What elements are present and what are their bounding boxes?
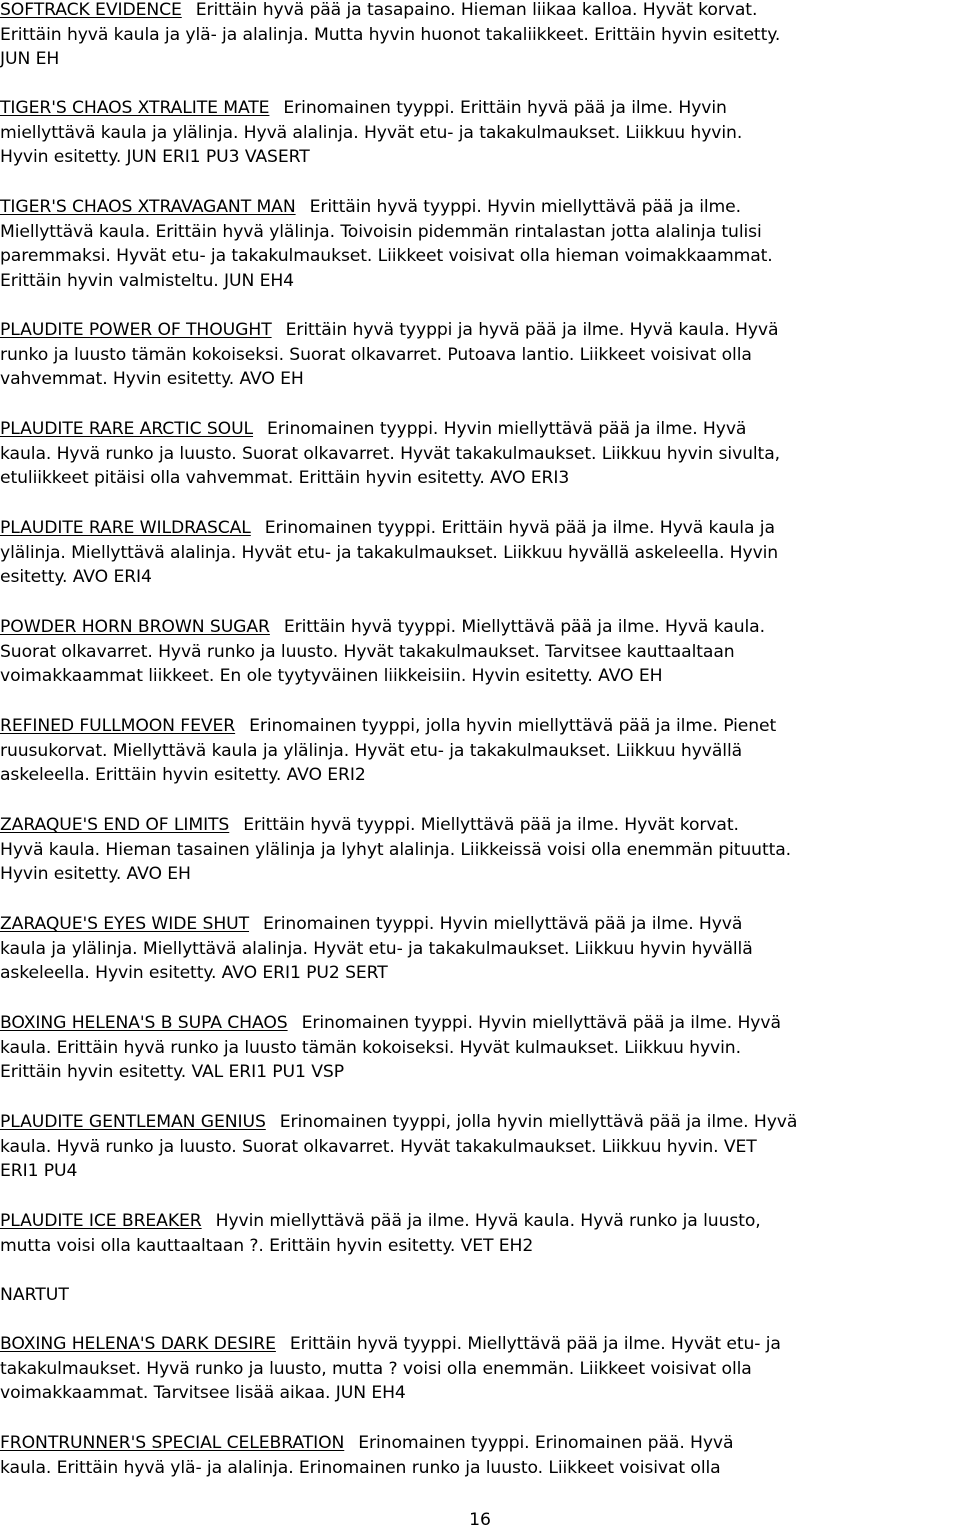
entry-line: kaula. Erittäin hyvä ylä- ja alalinja. Erinomainen runko ja luusto. Liikkeet voisivat olla xyxy=(0,1457,721,1478)
entry-zaraques-end-of-limits xyxy=(0,813,960,887)
entry-line: askeleella. Erittäin hyvin esitetty. AVO ERI2 xyxy=(0,765,366,786)
entry-boxing-helenas-dark-desire xyxy=(0,1332,960,1406)
entry-text: Erinomainen tyyppi. Erittäin hyvä pää ja ilme. Hyvä kaula ja xyxy=(264,518,775,538)
entry-line: Hyvin esitetty. AVO EH xyxy=(0,864,191,885)
entry-line: voimakkaammat. Tarvitsee lisää aikaa. JUN EH4 xyxy=(0,1383,406,1404)
entry-text: Hyvin miellyttävä pää ja ilme. Hyvä kaula. Hyvä runko ja luusto, xyxy=(215,1211,761,1231)
entry-text: Erittäin hyvä tyyppi. Miellyttävä pää ja ilme. Hyvät etu- ja xyxy=(289,1334,781,1354)
entry-line xyxy=(0,1332,960,1357)
entry-line: takakulmaukset. Hyvä runko ja luusto, mutta ? voisi olla enemmän. Liikkeet voisivat olla xyxy=(0,1358,752,1379)
entry-frontrunners-special-celebration xyxy=(0,1431,960,1480)
dog-name: ZARAQUE'S END OF LIMITS xyxy=(0,815,230,835)
dog-name: TIGER'S CHAOS XTRALITE MATE xyxy=(0,98,270,118)
dog-name: PLAUDITE ICE BREAKER xyxy=(0,1211,202,1231)
entry-line: paremmaksi. Hyvät etu- ja takakulmaukset. Liikkeet voisivat olla hieman voimakkaammat. xyxy=(0,246,773,267)
entry-text: Erinomainen tyyppi. Hyvin miellyttävä pää ja ilme. Hyvä xyxy=(267,419,747,439)
entry-line xyxy=(0,195,960,220)
entry-line: ylälinja. Miellyttävä alalinja. Hyvät etu- ja takakulmaukset. Liikkuu hyvällä askeleella. Hyvin xyxy=(0,542,779,563)
dog-name: REFINED FULLMOON FEVER xyxy=(0,716,236,736)
entry-text: Erinomainen tyyppi. Hyvin miellyttävä pää ja ilme. Hyvä xyxy=(263,914,743,934)
entry-plaudite-ice-breaker xyxy=(0,1209,960,1258)
entry-text: Erittäin hyvä tyyppi. Miellyttävä pää ja ilme. Hyvät korvat. xyxy=(243,815,739,835)
entry-line xyxy=(0,96,960,121)
entry-text: Erinomainen tyyppi. Hyvin miellyttävä pää ja ilme. Hyvä xyxy=(301,1013,781,1033)
entry-line xyxy=(0,813,960,838)
entry-line xyxy=(0,1011,960,1036)
entry-line: esitetty. AVO ERI4 xyxy=(0,567,152,588)
entry-powder-horn-brown-sugar xyxy=(0,615,960,689)
entry-line xyxy=(0,0,960,23)
entry-text: Erinomainen tyyppi. Erittäin hyvä pää ja ilme. Hyvin xyxy=(283,98,727,118)
dog-name: PLAUDITE RARE WILDRASCAL xyxy=(0,518,251,538)
dog-name: TIGER'S CHAOS XTRAVAGANT MAN xyxy=(0,197,296,217)
entry-text: Erittäin hyvä tyyppi. Miellyttävä pää ja ilme. Hyvä kaula. xyxy=(283,617,765,637)
dog-name: BOXING HELENA'S B SUPA CHAOS xyxy=(0,1013,288,1033)
entry-text: Erittäin hyvä tyyppi ja hyvä pää ja ilme. Hyvä kaula. Hyvä xyxy=(285,320,779,340)
entry-line xyxy=(0,714,960,739)
entry-text: Erinomainen tyyppi, jolla hyvin miellyttävä pää ja ilme. Pienet xyxy=(249,716,777,736)
entry-zaraques-eyes-wide-shut xyxy=(0,912,960,986)
entry-plaudite-gentleman-genius xyxy=(0,1110,960,1184)
entry-line: Hyvä kaula. Hieman tasainen ylälinja ja lyhyt alalinja. Liikkeissä voisi olla enemmän pituutta. xyxy=(0,839,792,860)
entry-line: Erittäin hyvin esitetty. VAL ERI1 PU1 VSP xyxy=(0,1062,344,1083)
entry-softrack-evidence xyxy=(0,0,960,72)
entry-line: ERI1 PU4 xyxy=(0,1161,78,1182)
dog-name: SOFTRACK EVIDENCE xyxy=(0,0,182,20)
entry-line xyxy=(0,1431,960,1456)
entry-line: Miellyttävä kaula. Erittäin hyvä ylälinja. Toivoisin pidemmän rintalastan jotta alalinja tulisi xyxy=(0,221,762,242)
dog-name: ZARAQUE'S EYES WIDE SHUT xyxy=(0,914,250,934)
entry-boxing-helenas-b-supa-chaos xyxy=(0,1011,960,1085)
entry-line xyxy=(0,318,960,343)
entry-line: Suorat olkavarret. Hyvä runko ja luusto. Hyvät takakulmaukset. Tarvitsee kauttaaltaan xyxy=(0,641,735,662)
dog-name: PLAUDITE GENTLEMAN GENIUS xyxy=(0,1112,266,1132)
entry-line xyxy=(0,516,960,541)
entry-line: kaula. Hyvä runko ja luusto. Suorat olkavarret. Hyvät takakulmaukset. Liikkuu hyvin. VET xyxy=(0,1136,757,1157)
entry-line: runko ja luusto tämän kokoiseksi. Suorat olkavarret. Putoava lantio. Liikkeet voisivat olla xyxy=(0,344,752,365)
entry-text: Erittäin hyvä tyyppi. Hyvin miellyttävä pää ja ilme. xyxy=(309,197,742,217)
dog-name: PLAUDITE RARE ARCTIC SOUL xyxy=(0,419,254,439)
entry-line: Erittäin hyvä kaula ja ylä- ja alalinja. Mutta hyvin huonot takaliikkeet. Erittäin hyvin esitetty. xyxy=(0,24,781,45)
entry-plaudite-rare-arctic-soul xyxy=(0,417,960,491)
entry-tigers-chaos-xtralite-mate xyxy=(0,96,960,170)
page-number: 16 xyxy=(469,1510,491,1530)
entry-text: Erinomainen tyyppi, jolla hyvin miellyttävä pää ja ilme. Hyvä xyxy=(279,1112,798,1132)
dog-name: BOXING HELENA'S DARK DESIRE xyxy=(0,1334,276,1354)
dog-name: POWDER HORN BROWN SUGAR xyxy=(0,617,270,637)
entry-refined-fullmoon-fever xyxy=(0,714,960,788)
entry-line: JUN EH xyxy=(0,49,60,70)
entry-line: voimakkaammat liikkeet. En ole tyytyväinen liikkeisiin. Hyvin esitetty. AVO EH xyxy=(0,666,663,687)
dog-name: FRONTRUNNER'S SPECIAL CELEBRATION xyxy=(0,1433,345,1453)
entry-line xyxy=(0,615,960,640)
entry-text: Erittäin hyvä pää ja tasapaino. Hieman liikaa kalloa. Hyvät korvat. xyxy=(195,0,758,20)
entry-line xyxy=(0,912,960,937)
entry-plaudite-rare-wildrascal xyxy=(0,516,960,590)
dog-name: PLAUDITE POWER OF THOUGHT xyxy=(0,320,272,340)
entry-line: vahvemmat. Hyvin esitetty. AVO EH xyxy=(0,369,304,390)
entry-line: etuliikkeet pitäisi olla vahvemmat. Erittäin hyvin esitetty. AVO ERI3 xyxy=(0,468,570,489)
entry-line xyxy=(0,1110,960,1135)
entry-line: kaula. Hyvä runko ja luusto. Suorat olkavarret. Hyvät takakulmaukset. Liikkuu hyvin sivulta, xyxy=(0,443,780,464)
entry-line: Erittäin hyvin valmisteltu. JUN EH4 xyxy=(0,270,295,291)
entry-plaudite-power-of-thought xyxy=(0,318,960,392)
entry-tigers-chaos-xtravagant-man xyxy=(0,195,960,293)
section-heading-nartut: NARTUT xyxy=(0,1285,69,1305)
entry-line: mutta voisi olla kauttaaltaan ?. Erittäin hyvin esitetty. VET EH2 xyxy=(0,1235,534,1256)
entry-line: kaula. Erittäin hyvä runko ja luusto tämän kokoiseksi. Hyvät kulmaukset. Liikkuu hyvin. xyxy=(0,1037,741,1058)
entry-line: kaula ja ylälinja. Miellyttävä alalinja. Hyvät etu- ja takakulmaukset. Liikkuu hyvin hyvällä xyxy=(0,938,753,959)
entry-line: askeleella. Hyvin esitetty. AVO ERI1 PU2 SERT xyxy=(0,963,388,984)
entry-line: miellyttävä kaula ja ylälinja. Hyvä alalinja. Hyvät etu- ja takakulmaukset. Liikkuu hyvin. xyxy=(0,122,743,143)
entry-text: Erinomainen tyyppi. Erinomainen pää. Hyvä xyxy=(358,1433,734,1453)
entry-line xyxy=(0,417,960,442)
entry-line xyxy=(0,1209,960,1234)
entry-line: ruusukorvat. Miellyttävä kaula ja ylälinja. Hyvät etu- ja takakulmaukset. Liikkuu hyvällä xyxy=(0,740,743,761)
entry-line: Hyvin esitetty. JUN ERI1 PU3 VASERT xyxy=(0,147,310,168)
